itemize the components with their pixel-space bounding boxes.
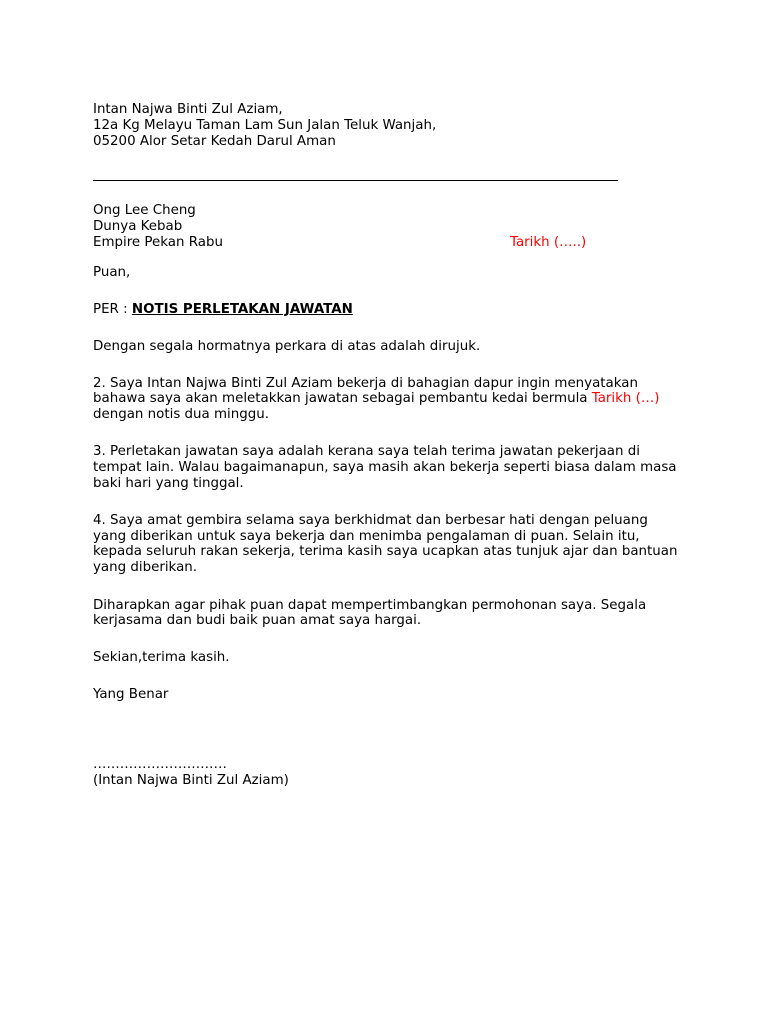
letter-page (93, 102, 683, 789)
recipient-location: Empire Pekan Rabu (93, 235, 223, 250)
subject-line (93, 302, 683, 318)
recipient-company: Dunya Kebab (93, 219, 183, 234)
paragraph-2-text: 2. Saya Intan Najwa Binti Zul Aziam bekerja di bahagian dapur ingin menyatakan bahawa saya akan meletakkan jawatan sebagai pembantu kedai bermula (93, 375, 638, 407)
paragraph-1: Dengan segala hormatnya perkara di atas adalah dirujuk. (93, 339, 481, 354)
date-placeholder: Tarikh (…..) (510, 235, 587, 250)
recipient-name: Ong Lee Cheng (93, 203, 196, 218)
paragraph-3: 3. Perletakan jawatan saya adalah kerana saya telah terima jawatan pekerjaan di tempat lain. Walau bagaimanapun, saya masih akan bekerja seperti biasa dalam masa baki hari yang tinggal. (93, 444, 677, 491)
subject-prefix: PER : (93, 302, 132, 317)
salutation: Puan, (93, 265, 131, 280)
sender-address-line2: 05200 Alor Setar Kedah Darul Aman (93, 134, 336, 149)
paragraph-2-text-end: dengan notis dua minggu. (93, 406, 270, 422)
signatory-name: (Intan Najwa Binti Zul Aziam) (93, 772, 289, 788)
closing-sign-off: Yang Benar (93, 686, 169, 702)
paragraph-2-date-placeholder: Tarikh (…) (591, 391, 660, 407)
paragraph-5: Diharapkan agar pihak puan dapat mempertimbangkan permohonan saya. Segala kerjasama dan budi baik puan amat saya hargai. (93, 597, 647, 629)
paragraph-2 (93, 376, 683, 423)
subject-title: NOTIS PERLETAKAN JAWATAN (131, 302, 353, 317)
sender-name: Intan Najwa Binti Zul Aziam, (93, 102, 283, 117)
paragraph-4: 4. Saya amat gembira selama saya berkhidmat dan berbesar hati dengan peluang yang diberikan untuk saya bekerja dan menimba pengalaman di puan. Selain itu, kepada seluruh rakan sekerja, terima kasih saya ucapkan atas tunjuk ajar dan bantuan yang diberikan. (93, 513, 678, 575)
sender-address-line1: 12a Kg Melayu Taman Lam Sun Jalan Teluk Wanjah, (93, 118, 437, 133)
signature-line: ………………………… (93, 756, 227, 772)
recipient-location-row (93, 235, 683, 251)
sender-address-block (93, 102, 683, 150)
recipient-address-block (93, 203, 683, 251)
closing-thanks: Sekian,terima kasih. (93, 649, 230, 665)
